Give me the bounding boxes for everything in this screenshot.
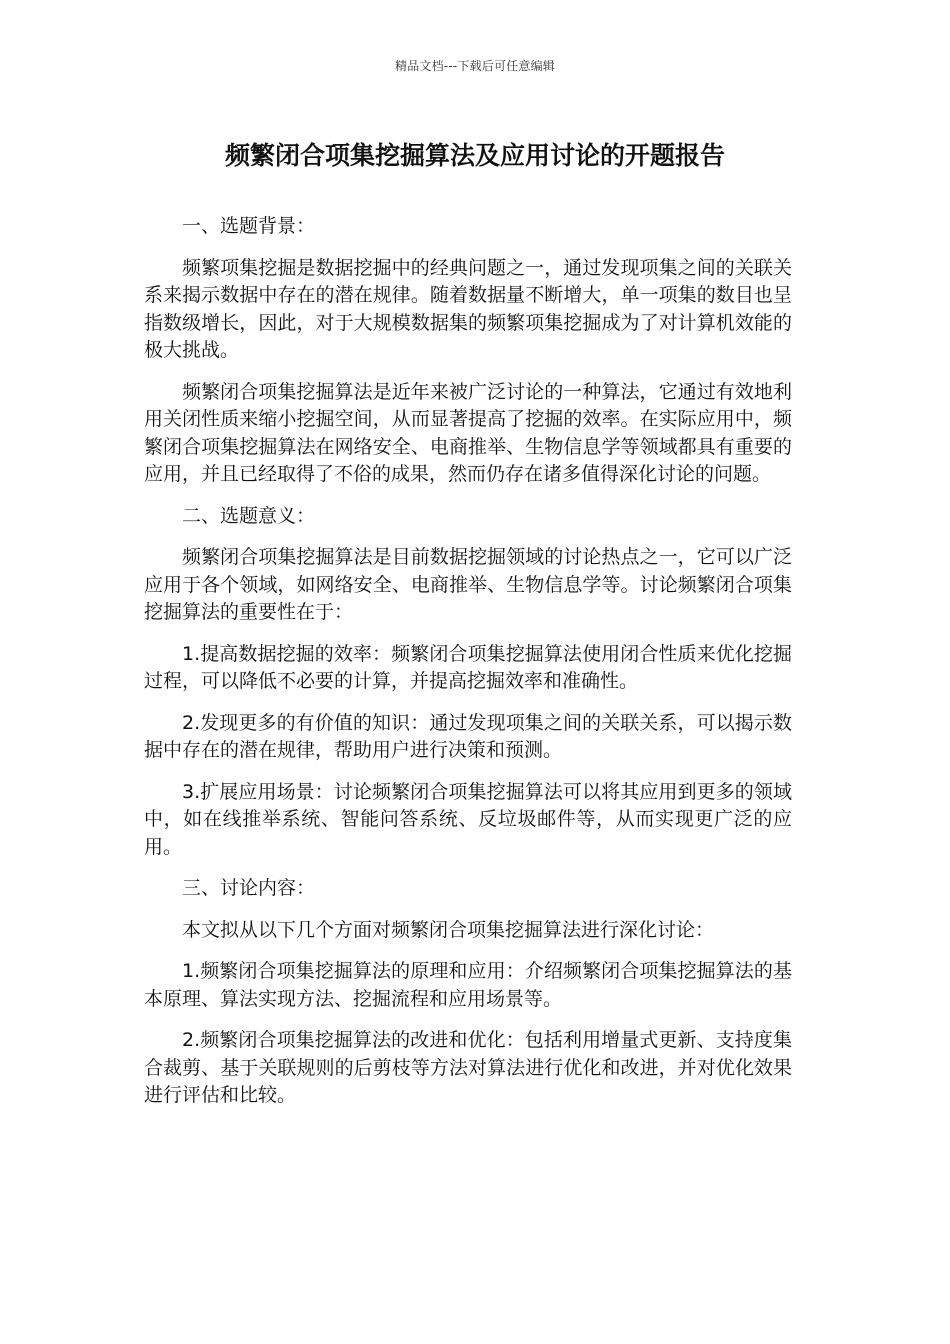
list-item: 3.扩展应用场景：讨论频繁闭合项集挖掘算法可以将其应用到更多的领域中，如在线推举系统、智能问答系统、反垃圾邮件等，从而实现更广泛的应用。 bbox=[144, 780, 792, 858]
section-heading-background: 一、选题背景： bbox=[182, 215, 316, 237]
header-note: 精品文档---下载后可任意编辑 bbox=[395, 59, 555, 73]
list-item: 1.提高数据挖掘的效率：频繁闭合项集挖掘算法使用闭合性质来优化挖掘过程，可以降低不必要的计算，并提高挖掘效率和准确性。 bbox=[144, 642, 792, 692]
paragraph: 频繁闭合项集挖掘算法是近年来被广泛讨论的一种算法，它通过有效地利用关闭性质来缩小挖掘空间，从而显著提高了挖掘的效率。在实际应用中，频繁闭合项集挖掘算法在网络安全、电商推举、生物信息学等领域都具有重要的应用，并且已经取得了不俗的成果，然而仍存在诸多值得深化讨论的问题。 bbox=[144, 380, 792, 485]
list-item: 1.频繁闭合项集挖掘算法的原理和应用：介绍频繁闭合项集挖掘算法的基本原理、算法实现方法、挖掘流程和应用场景等。 bbox=[144, 960, 792, 1010]
document-title: 频繁闭合项集挖掘算法及应用讨论的开题报告 bbox=[224, 141, 725, 170]
document-body bbox=[144, 213, 792, 1124]
paragraph: 频繁闭合项集挖掘算法是目前数据挖掘领域的讨论热点之一，它可以广泛应用于各个领域，如网络安全、电商推举、生物信息学等。讨论频繁闭合项集挖掘算法的重要性在于： bbox=[144, 546, 792, 623]
list-item: 2.频繁闭合项集挖掘算法的改进和优化：包括利用增量式更新、支持度集合裁剪、基于关联规则的后剪枝等方法对算法进行优化和改进，并对优化效果进行评估和比较。 bbox=[144, 1029, 792, 1106]
section-heading-significance: 二、选题意义： bbox=[182, 504, 316, 527]
paragraph: 频繁项集挖掘是数据挖掘中的经典问题之一，通过发现项集之间的关联关系来揭示数据中存在的潜在规律。随着数据量不断增大，单一项集的数目也呈指数级增长，因此，对于大规模数据集的频繁项集挖掘成为了对计算机效能的极大挑战。 bbox=[144, 256, 792, 361]
paragraph: 本文拟从以下几个方面对频繁闭合项集挖掘算法进行深化讨论： bbox=[182, 918, 715, 941]
section-heading-content: 三、讨论内容： bbox=[182, 877, 316, 899]
list-item: 2.发现更多的有价值的知识：通过发现项集之间的关联关系，可以揭示数据中存在的潜在规律，帮助用户进行决策和预测。 bbox=[144, 711, 792, 761]
